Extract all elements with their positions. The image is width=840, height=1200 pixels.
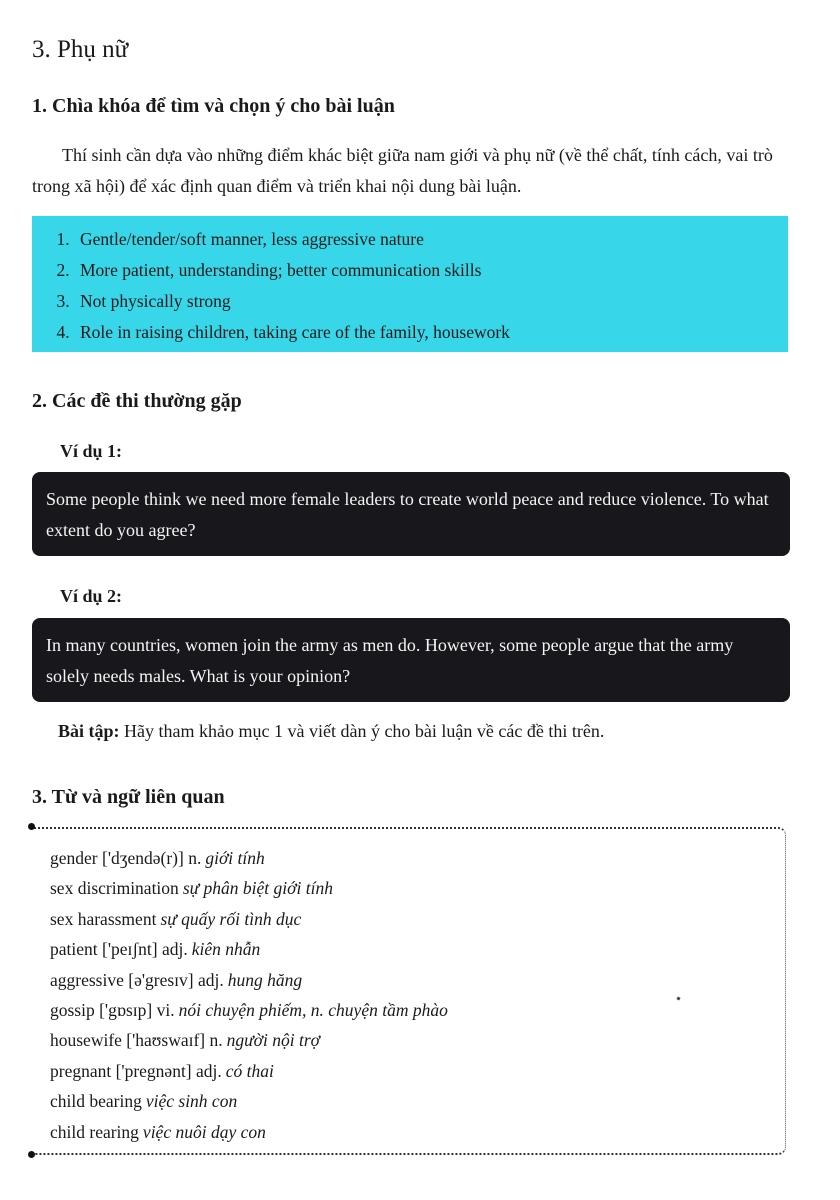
section-2-title: 2. Các đề thi thường gặp xyxy=(32,390,242,412)
vocab-item xyxy=(50,1086,448,1116)
example-2-prompt: In many countries, women join the army as men do. However, some people argue that the army solely needs males. What is your opinion? xyxy=(46,635,734,686)
vocab-term: gender ['dʒendə(r)] n. xyxy=(50,848,202,868)
vocab-term: child bearing xyxy=(50,1091,142,1112)
vocab-item xyxy=(50,904,448,934)
vocab-meaning: hung hăng xyxy=(227,969,303,990)
key-point: 2. More patient, understanding; better communication skills xyxy=(74,255,788,286)
example-1-prompt: Some people think we need more female leaders to create world peace and reduce violence. To what extent do you agree? xyxy=(46,489,769,540)
vocab-term: sex discrimination xyxy=(50,878,179,899)
vocab-term: sex harassment xyxy=(50,908,157,929)
vocab-term: housewife ['haʊswaɪf] n. xyxy=(50,1030,223,1051)
example-1-label: Ví dụ 1: xyxy=(60,441,123,461)
vocab-term: gossip ['gɒsɪp] vi. xyxy=(50,1000,175,1021)
vocab-term: pregnant ['pregnənt] adj. xyxy=(50,1060,222,1081)
key-point: 1. Gentle/tender/soft manner, less aggressive nature xyxy=(74,224,788,255)
key-points-list xyxy=(50,224,788,348)
vocab-meaning: giới tính xyxy=(205,848,265,868)
vocab-meaning: người nội trợ xyxy=(226,1030,321,1051)
exercise-text: Hãy tham khảo mục 1 và viết dàn ý cho bài luận về các đề thi trên. xyxy=(124,721,605,741)
vocab-item xyxy=(50,1025,448,1055)
vocab-meaning: việc sinh con xyxy=(145,1091,238,1112)
section-1-intro: Thí sinh cần dựa vào những điểm khác biệt giữa nam giới và phụ nữ (về thể chất, tính cách, vai trò trong xã hội) để xác định quan điểm và triển khai nội dung bài luận. xyxy=(32,145,773,196)
vocab-item xyxy=(50,1117,448,1147)
vocab-item xyxy=(50,934,448,964)
key-point: 3. Not physically strong xyxy=(74,286,788,317)
vocab-item xyxy=(50,1056,448,1086)
chapter-title: 3. Phụ nữ xyxy=(32,36,129,63)
vocab-meaning: sự quấy rối tình dục xyxy=(160,908,302,929)
key-point: 4. Role in raising children, taking care of the family, housework xyxy=(74,317,788,348)
vocab-meaning: sự phân biệt giới tính xyxy=(182,878,333,899)
vocab-meaning: kiên nhẫn xyxy=(191,939,261,960)
vocab-term: aggressive [ə'gresɪv] adj. xyxy=(50,969,224,990)
section-3-title: 3. Từ và ngữ liên quan xyxy=(32,786,225,808)
vocab-item xyxy=(50,873,448,903)
vocab-item xyxy=(50,843,448,873)
bullet-dot-bottom xyxy=(28,1151,35,1158)
vocab-item xyxy=(50,965,448,995)
key-points-box xyxy=(32,216,788,352)
vocab-meaning: có thai xyxy=(225,1060,274,1081)
vocab-item xyxy=(50,995,448,1025)
exercise-label: Bài tập: xyxy=(58,721,120,741)
exercise xyxy=(58,721,604,742)
vocab-term: child rearing xyxy=(50,1121,139,1142)
vocab-list xyxy=(50,843,448,1147)
vocab-term: patient ['peɪʃnt] adj. xyxy=(50,939,188,960)
example-2-label: Ví dụ 2: xyxy=(60,586,123,606)
section-1-title: 1. Chìa khóa để tìm và chọn ý cho bài luận xyxy=(32,95,395,117)
example-2-prompt-box xyxy=(32,618,790,702)
vocab-meaning: việc nuôi dạy con xyxy=(142,1121,266,1142)
vocab-meaning: nói chuyện phiếm, n. chuyện tầm phào xyxy=(178,1000,448,1021)
bullet-dot-top xyxy=(28,823,35,830)
example-1-prompt-box xyxy=(32,472,790,556)
